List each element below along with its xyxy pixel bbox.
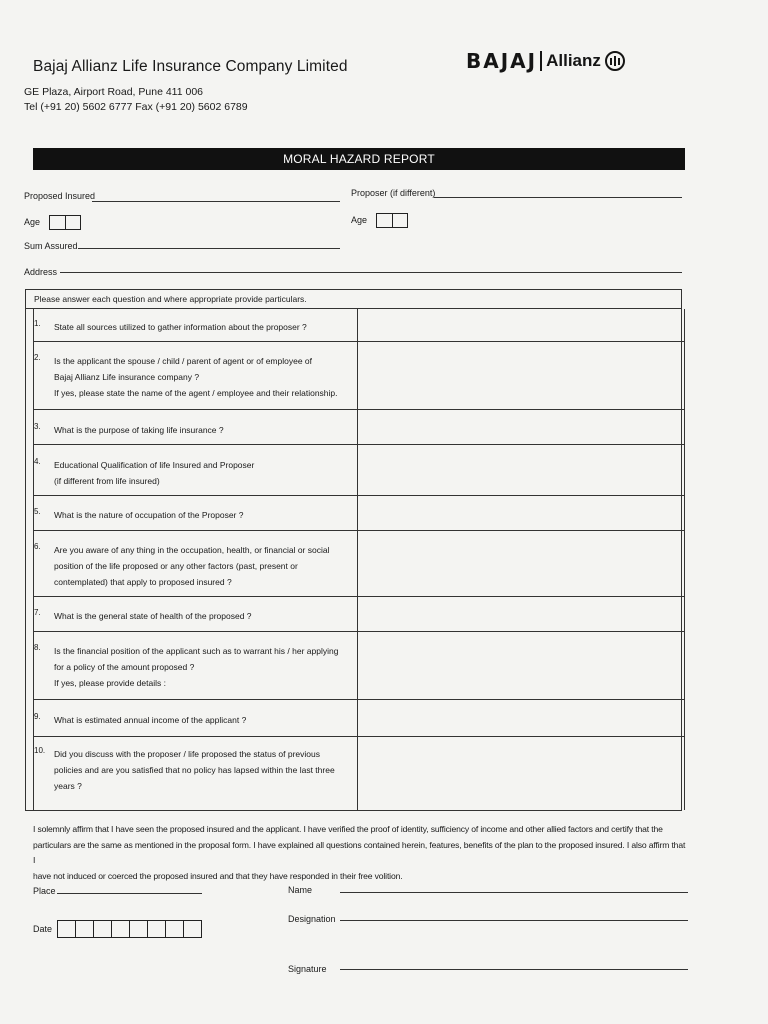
question-text: Is the applicant the spouse / child / parent of agent or of employee of Bajaj Allianz Life insurance company ? If yes, please state the name of the agent / employee and their relationship. [54, 356, 338, 398]
question-text: Educational Qualification of life Insured and Proposer (if different from life insured) [54, 460, 255, 486]
sum-assured-label: Sum Assured [24, 241, 78, 251]
logo-divider [540, 51, 542, 71]
answer-cell-10[interactable] [358, 736, 684, 812]
allianz-emblem-icon [605, 51, 625, 71]
form-title: MORAL HAZARD REPORT [33, 148, 685, 170]
questions-grid [33, 309, 685, 810]
date-input-boxes[interactable] [57, 920, 202, 938]
signature-field[interactable] [340, 969, 688, 970]
question-text: Did you discuss with the proposer / life proposed the status of previous policies and are you satisfied that no policy has lapsed within the last three years ? [54, 749, 335, 791]
age-label: Age [24, 217, 41, 227]
question-text: Are you aware of any thing in the occupation, health, or financial or social position of the life proposed or any other factors (past, present or contemplated) that apply to proposed insured ? [54, 545, 330, 587]
designation-field[interactable] [340, 920, 688, 921]
logo-bajaj-text: BAJAJ [466, 49, 538, 73]
answer-cell-5[interactable] [358, 495, 684, 530]
company-address: GE Plaza, Airport Road, Pune 411 006 [24, 86, 204, 98]
question-text: State all sources utilized to gather information about the proposer ? [54, 322, 307, 332]
date-label: Date [33, 924, 53, 934]
age-input-boxes[interactable] [49, 215, 81, 230]
question-text: What is the purpose of taking life insurance ? [54, 425, 224, 435]
questions-table [25, 289, 682, 811]
name-label: Name [288, 885, 313, 895]
designation-label: Designation [288, 914, 336, 924]
company-logo [466, 46, 625, 76]
place-label: Place [33, 886, 56, 896]
answer-cell-6[interactable] [358, 530, 684, 596]
question-number: 7. [34, 608, 41, 617]
affirmation-text: I solemnly affirm that I have seen the proposed insured and the applicant. I have verified the proof of identity, sufficiency of income and other allied factors and certify that the particulars are the same as mentioned in the proposal form. I have explained all questions contained herein, features, benefits of the plan to the proposed insured. I also affirm that I have not induced or coerced the proposed insured and that they have responded in their free volition. [33, 824, 686, 881]
name-field[interactable] [340, 892, 688, 893]
question-text: What is the nature of occupation of the Proposer ? [54, 510, 244, 520]
answer-cell-1[interactable] [358, 309, 684, 341]
question-number: 8. [34, 643, 41, 652]
question-text: Is the financial position of the applicant such as to warrant his / her applying for a policy of the amount proposed ? If yes, please provide details : [54, 646, 339, 688]
question-number: 3. [34, 422, 41, 431]
proposer-age-input-boxes[interactable] [376, 213, 408, 228]
answer-cell-3[interactable] [358, 409, 684, 444]
proposer-field[interactable] [434, 197, 682, 198]
question-number: 1. [34, 319, 41, 328]
answer-cell-4[interactable] [358, 444, 684, 495]
question-number: 6. [34, 542, 41, 551]
question-number: 9. [34, 712, 41, 721]
proposer-label: Proposer (if different) [351, 188, 436, 198]
question-number: 2. [34, 353, 41, 362]
signature-label: Signature [288, 964, 327, 974]
address-field[interactable] [60, 272, 682, 273]
question-number: 10. [34, 746, 46, 755]
place-field[interactable] [57, 893, 202, 894]
question-number: 4. [34, 457, 41, 466]
address-label: Address [24, 267, 58, 277]
sum-assured-field[interactable] [78, 248, 340, 249]
answer-cell-9[interactable] [358, 699, 684, 736]
company-name: Bajaj Allianz Life Insurance Company Limited [33, 58, 348, 75]
question-text: What is estimated annual income of the applicant ? [54, 715, 247, 725]
question-number: 5. [34, 507, 41, 516]
proposed-insured-label: Proposed Insured [24, 191, 96, 201]
company-contact: Tel (+91 20) 5602 6777 Fax (+91 20) 5602 6789 [24, 101, 248, 113]
question-text: What is the general state of health of the proposed ? [54, 611, 252, 621]
proposed-insured-field[interactable] [92, 201, 340, 202]
proposer-age-label: Age [351, 215, 368, 225]
answer-cell-7[interactable] [358, 596, 684, 631]
answer-cell-2[interactable] [358, 341, 684, 409]
table-instruction: Please answer each question and where appropriate provide particulars. [26, 290, 681, 309]
answer-cell-8[interactable] [358, 631, 684, 699]
logo-allianz-text: Allianz [546, 51, 601, 70]
